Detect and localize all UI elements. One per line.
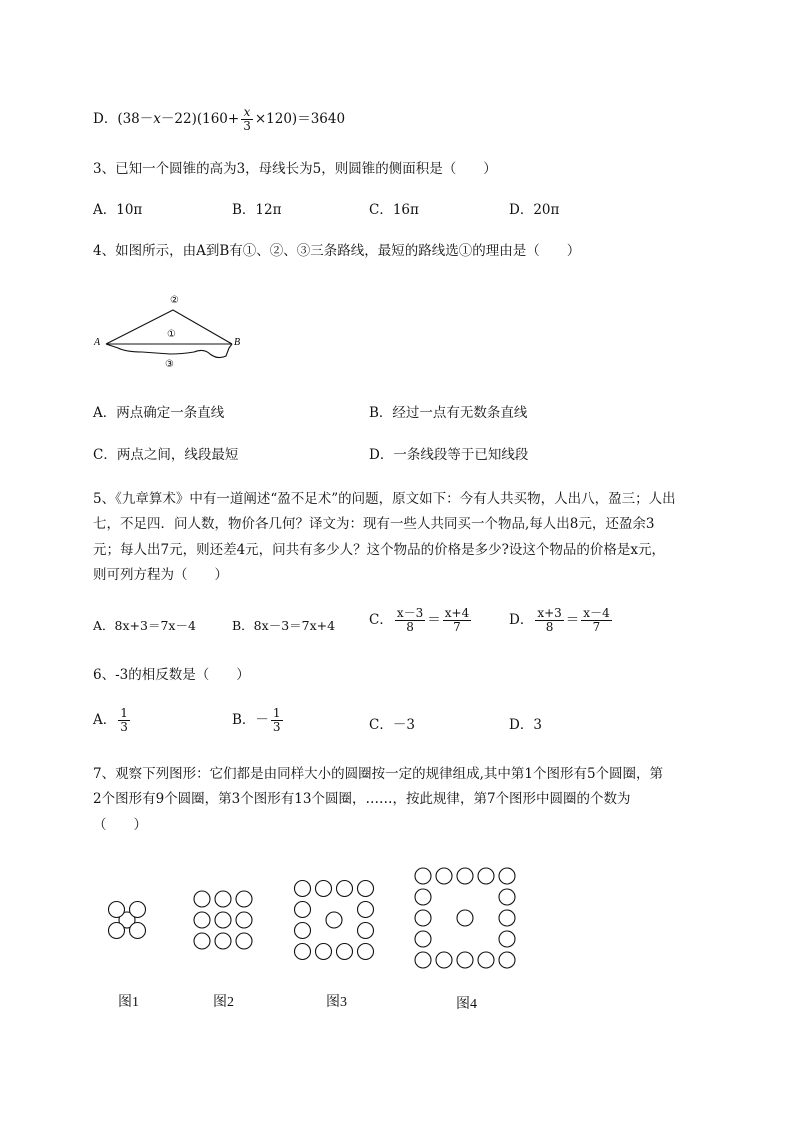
figure-4-circle [499, 889, 515, 905]
q6a-label: A． [93, 712, 117, 728]
q2d-var: x [153, 111, 161, 127]
q5d-right-num: x－4 [583, 606, 610, 620]
q5c-right-fraction [443, 607, 471, 634]
q5d-left-den: 8 [545, 620, 554, 634]
q5c-eq: ＝ [427, 612, 441, 628]
figure-2-circle [236, 912, 252, 928]
q5-option-a: A．8x+3＝7x－4 [93, 618, 196, 633]
figure-3-circle [358, 944, 374, 960]
figure-1-caption: 图1 [118, 995, 139, 1010]
q6-option-a [93, 707, 132, 734]
figure-1-circle [130, 923, 146, 939]
q2d-label: D．(38－ [93, 111, 154, 127]
q4-option-c: C．两点之间，线段最短 [93, 447, 239, 463]
figure-4-circle [499, 868, 515, 884]
figure-4-circle [499, 952, 515, 968]
q5-line-4: 则可列方程为（ ） [93, 567, 228, 583]
figure-3-circle [337, 944, 353, 960]
figure-4-circle [415, 931, 431, 947]
q3-option-b: B．12π [232, 202, 282, 218]
q2d-frac-num: x [241, 106, 253, 120]
figure-2-circle [194, 912, 210, 928]
figure-3-caption: 图3 [326, 995, 347, 1010]
q6-option-b [232, 707, 285, 734]
q5d-label: D． [509, 612, 534, 628]
figure-1-circle [109, 902, 125, 918]
q6b-fraction [271, 707, 283, 734]
q4-stem: 4、如图所示，由A到B有①、②、③三条路线，最短的路线选①的理由是（ ） [93, 243, 581, 259]
figure-4-circle [457, 910, 473, 926]
q3-option-d: D．20π [509, 202, 560, 218]
figure-4-circle [457, 868, 473, 884]
q5c-left-fraction [395, 607, 425, 634]
route-2-label: ② [170, 295, 179, 306]
figure-2-circle [236, 891, 252, 907]
figure-4-circle [436, 868, 452, 884]
figure-4-circle [457, 952, 473, 968]
q5d-left-fraction [535, 607, 563, 634]
q5d-right-den: 7 [592, 620, 601, 634]
figure-4-circle [499, 931, 515, 947]
figure-3-circle [295, 902, 311, 918]
figure-1-circle [109, 923, 125, 939]
figure-3-circle [316, 881, 332, 897]
q5c-label: C． [369, 612, 393, 628]
figure-3-circle [316, 944, 332, 960]
figure-4-circle [478, 868, 494, 884]
figure-4-circle [415, 910, 431, 926]
q6a-den: 3 [120, 720, 128, 734]
figure-2-circle [215, 891, 231, 907]
figure-2-caption: 图2 [213, 995, 234, 1010]
figure-4-circle [499, 910, 515, 926]
q6b-num: 1 [272, 706, 281, 720]
q2d-fraction [241, 106, 253, 133]
figure-3-circle [358, 923, 374, 939]
q5c-left-num: x－3 [396, 606, 424, 620]
point-b-label: B [234, 337, 241, 348]
figure-3-circle [358, 902, 374, 918]
q4-option-a: A．两点确定一条直线 [93, 405, 225, 421]
figure-2-circle [194, 891, 210, 907]
q5c-right-num: x+4 [444, 606, 470, 620]
figure-2-circle [215, 912, 231, 928]
q5-line-2: 七，不足四．问人数，物价各几何？译文为：现有一些人共同买一个物品,每人出8元，还盈余3 [93, 516, 655, 532]
q5-option-b: B．8x－3＝7x+4 [232, 618, 336, 633]
figure-3-circle [295, 944, 311, 960]
figure-3-circle [295, 923, 311, 939]
q2d-frac-den: 3 [243, 119, 251, 133]
route-1-label: ① [167, 329, 176, 340]
q2-option-d [93, 106, 345, 133]
figure-1-circle [130, 902, 146, 918]
q5c-right-den: 7 [453, 620, 461, 634]
q5-line-3: 元；每人出7元，则还差4元，问共有多少人？这个物品的价格是多少?设这个物品的价格是x元， [93, 542, 666, 558]
figure-3-circle [326, 912, 342, 928]
route-3-path [106, 344, 232, 358]
route-3-label: ③ [165, 359, 174, 370]
q6b-label: B．－ [232, 712, 269, 728]
q5-option-d [509, 607, 614, 634]
q6-stem: 6、-3的相反数是（ ） [93, 667, 250, 683]
figure-4-circle [415, 889, 431, 905]
point-a-label: A [94, 337, 101, 348]
q4-option-d: D．一条线段等于已知线段 [369, 447, 529, 463]
q5d-right-fraction [581, 607, 611, 634]
q5-option-c [369, 607, 473, 634]
figure-2-circle [236, 933, 252, 949]
figure-3-circle [295, 881, 311, 897]
figure-2-circle [215, 933, 231, 949]
figure-4-circle [415, 952, 431, 968]
q7-line-2: 2个图形有9个圆圈，第3个图形有13个圆圈，……，按此规律，第7个图形中圆圈的个数为 [93, 791, 631, 807]
q6a-num: 1 [120, 706, 128, 720]
q6-option-c: C．－3 [369, 717, 415, 733]
figure-4-circle [436, 952, 452, 968]
q6a-fraction [118, 707, 130, 734]
figure-4-circle [415, 868, 431, 884]
q6-option-d: D．3 [509, 717, 542, 733]
q2d-tail: ×120)＝3640 [254, 111, 346, 127]
q2d-mid: －22)(160+ [160, 111, 240, 127]
q3-option-a: A．10π [93, 202, 143, 218]
q6b-den: 3 [272, 720, 281, 734]
q3-stem: 3、已知一个圆锥的高为3，母线长为5，则圆锥的侧面积是（ ） [93, 161, 497, 177]
figure-2-circle [194, 933, 210, 949]
q5c-left-den: 8 [406, 620, 414, 634]
q3-option-c: C．16π [369, 202, 419, 218]
figure-4-circle [478, 952, 494, 968]
q4-option-b: B．经过一点有无数条直线 [369, 405, 528, 421]
route-diagram [90, 288, 250, 373]
circle-pattern-figures [80, 845, 550, 985]
q5-line-1: 5、《九章算术》中有一道阐述“盈不足术”的问题，原文如下：今有人共买物，人出八，盈三；人出 [93, 491, 676, 507]
q5d-eq: ＝ [565, 612, 580, 628]
figure-3-circle [358, 881, 374, 897]
q5d-left-num: x+3 [537, 606, 562, 620]
q7-line-1: 7、观察下列图形：它们都是由同样大小的圆圈按一定的规律组成,其中第1个图形有5个圆圈，第 [93, 766, 664, 782]
q7-line-3: （ ） [93, 817, 147, 833]
figure-4-caption: 图4 [456, 997, 477, 1012]
figure-3-circle [337, 881, 353, 897]
